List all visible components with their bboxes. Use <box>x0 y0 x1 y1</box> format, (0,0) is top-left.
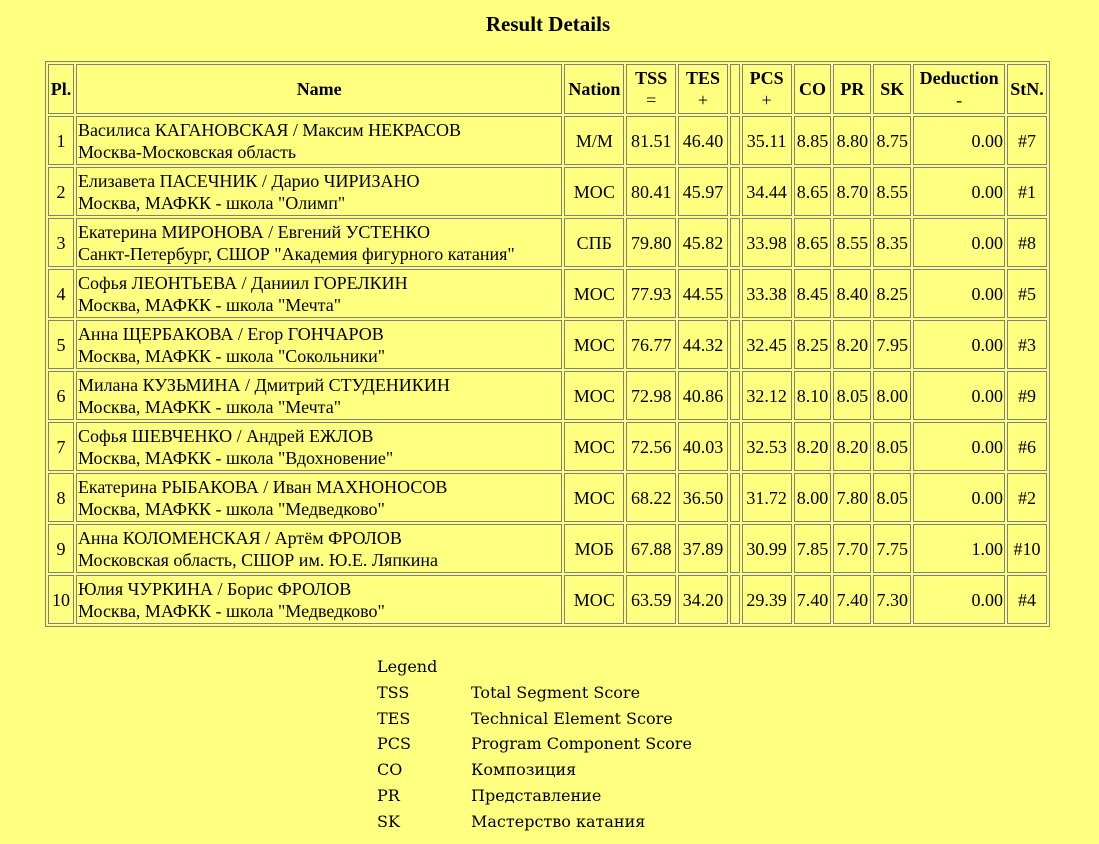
name-cell <box>76 473 562 522</box>
header-tes-label: TES <box>685 68 721 88</box>
club-name: Москва, МАФКК - школа "Вдохновение" <box>77 447 394 468</box>
co-cell: 8.25 <box>794 320 832 369</box>
deduction-cell: 0.00 <box>913 320 1005 369</box>
deduction-cell: 0.00 <box>913 422 1005 471</box>
place-cell: 4 <box>48 269 74 318</box>
tes-cell: 46.40 <box>678 116 728 165</box>
deduction-cell: 0.00 <box>913 269 1005 318</box>
header-pcs <box>742 64 792 114</box>
legend-abbreviation: TES <box>377 708 411 728</box>
legend-description: Мастерство катания <box>471 811 646 831</box>
deduction-cell: 1.00 <box>913 524 1005 573</box>
sk-cell: 8.55 <box>873 167 911 216</box>
start-number-cell: #5 <box>1007 269 1047 318</box>
start-number-cell: #4 <box>1007 575 1047 624</box>
tss-cell: 68.22 <box>626 473 676 522</box>
pcs-cell: 33.98 <box>742 218 792 267</box>
sk-cell: 7.75 <box>873 524 911 573</box>
pair-names: Софья ШЕВЧЕНКО / Андрей ЕЖЛОВ <box>77 425 374 446</box>
start-number-cell: #1 <box>1007 167 1047 216</box>
tes-cell: 44.55 <box>678 269 728 318</box>
place-cell: 8 <box>48 473 74 522</box>
legend <box>377 654 692 835</box>
club-name: Московская область, СШОР им. Ю.Е. Ляпкина <box>77 549 438 570</box>
sk-cell: 7.30 <box>873 575 911 624</box>
table-row <box>48 524 1047 573</box>
pair-names: Анна КОЛОМЕНСКАЯ / Артём ФРОЛОВ <box>77 527 402 548</box>
header-spacer <box>730 64 740 114</box>
place-cell: 2 <box>48 167 74 216</box>
tss-cell: 72.98 <box>626 371 676 420</box>
sk-cell: 8.05 <box>873 422 911 471</box>
co-cell: 7.40 <box>794 575 832 624</box>
place-cell: 6 <box>48 371 74 420</box>
table-row <box>48 575 1047 624</box>
header-deduction <box>913 64 1005 114</box>
start-number-cell: #8 <box>1007 218 1047 267</box>
sk-cell: 8.25 <box>873 269 911 318</box>
pcs-cell: 33.38 <box>742 269 792 318</box>
table-row <box>48 269 1047 318</box>
results-table <box>45 61 1050 627</box>
legend-item <box>377 783 692 809</box>
legend-description: Представление <box>471 785 602 805</box>
nation-cell: МОС <box>564 320 624 369</box>
pcs-cell: 32.53 <box>742 422 792 471</box>
table-row <box>48 116 1047 165</box>
pcs-cell: 34.44 <box>742 167 792 216</box>
legend-item <box>377 731 692 757</box>
sk-cell: 8.75 <box>873 116 911 165</box>
tss-cell: 77.93 <box>626 269 676 318</box>
header-tes <box>678 64 728 114</box>
nation-cell: СПБ <box>564 218 624 267</box>
tss-cell: 80.41 <box>626 167 676 216</box>
tes-cell: 37.89 <box>678 524 728 573</box>
legend-description: Technical Element Score <box>471 708 673 728</box>
header-place: Pl. <box>48 64 74 114</box>
header-sk: SK <box>873 64 911 114</box>
place-cell: 3 <box>48 218 74 267</box>
start-number-cell: #6 <box>1007 422 1047 471</box>
start-number-cell: #9 <box>1007 371 1047 420</box>
legend-description: Total Segment Score <box>471 682 641 702</box>
start-number-cell: #7 <box>1007 116 1047 165</box>
header-tes-operator: + <box>697 90 709 110</box>
nation-cell: МОС <box>564 422 624 471</box>
legend-abbreviation: CO <box>377 760 403 780</box>
results-body <box>48 116 1047 624</box>
pr-cell: 8.40 <box>833 269 871 318</box>
name-cell <box>76 269 562 318</box>
sk-cell: 7.95 <box>873 320 911 369</box>
spacer-cell <box>730 422 740 471</box>
legend-item <box>377 706 692 732</box>
start-number-cell: #3 <box>1007 320 1047 369</box>
header-tss-label: TSS <box>635 68 668 88</box>
spacer-cell <box>730 575 740 624</box>
place-cell: 9 <box>48 524 74 573</box>
spacer-cell <box>730 473 740 522</box>
nation-cell: М/М <box>564 116 624 165</box>
name-cell <box>76 371 562 420</box>
club-name: Москва, МАФКК - школа "Мечта" <box>77 294 342 315</box>
tes-cell: 34.20 <box>678 575 728 624</box>
spacer-cell <box>730 269 740 318</box>
table-row <box>48 371 1047 420</box>
deduction-cell: 0.00 <box>913 473 1005 522</box>
tes-cell: 45.97 <box>678 167 728 216</box>
sk-cell: 8.05 <box>873 473 911 522</box>
pcs-cell: 32.45 <box>742 320 792 369</box>
tss-cell: 76.77 <box>626 320 676 369</box>
legend-items <box>377 680 692 835</box>
co-cell: 8.10 <box>794 371 832 420</box>
deduction-cell: 0.00 <box>913 218 1005 267</box>
nation-cell: МОС <box>564 473 624 522</box>
deduction-cell: 0.00 <box>913 116 1005 165</box>
tss-cell: 81.51 <box>626 116 676 165</box>
tss-cell: 72.56 <box>626 422 676 471</box>
co-cell: 8.65 <box>794 167 832 216</box>
co-cell: 8.20 <box>794 422 832 471</box>
pair-names: Софья ЛЕОНТЬЕВА / Даниил ГОРЕЛКИН <box>77 272 408 293</box>
nation-cell: МОС <box>564 371 624 420</box>
legend-title: Legend <box>377 657 438 676</box>
header-pcs-operator: + <box>761 90 772 110</box>
pair-names: Василиса КАГАНОВСКАЯ / Максим НЕКРАСОВ <box>77 119 461 140</box>
start-number-cell: #2 <box>1007 473 1047 522</box>
pair-names: Екатерина РЫБАКОВА / Иван МАХНОНОСОВ <box>77 476 448 497</box>
nation-cell: МОБ <box>564 524 624 573</box>
pr-cell: 7.40 <box>833 575 871 624</box>
club-name: Москва-Московская область <box>77 141 297 162</box>
legend-abbreviation: PCS <box>377 734 411 754</box>
header-nation <box>564 64 624 114</box>
header-pr: PR <box>833 64 871 114</box>
name-cell <box>76 575 562 624</box>
legend-abbreviation: TSS <box>377 682 410 702</box>
nation-cell: МОС <box>564 167 624 216</box>
header-co: CO <box>794 64 832 114</box>
pcs-cell: 30.99 <box>742 524 792 573</box>
pair-names: Елизавета ПАСЕЧНИК / Дарио ЧИРИЗАНО <box>77 170 420 191</box>
legend-abbreviation: SK <box>377 811 400 831</box>
header-name: Name <box>76 64 562 114</box>
header-tss-operator: = <box>646 90 657 110</box>
legend-description: Композиция <box>471 760 577 780</box>
pr-cell: 8.55 <box>833 218 871 267</box>
header-deduction-label: Deduction <box>919 68 999 88</box>
spacer-cell <box>730 320 740 369</box>
spacer-cell <box>730 116 740 165</box>
name-cell <box>76 116 562 165</box>
pair-names: Юлия ЧУРКИНА / Борис ФРОЛОВ <box>77 578 352 599</box>
co-cell: 8.45 <box>794 269 832 318</box>
legend-item <box>377 680 692 706</box>
tes-cell: 40.86 <box>678 371 728 420</box>
nation-cell: МОС <box>564 269 624 318</box>
co-cell: 8.00 <box>794 473 832 522</box>
nation-cell: МОС <box>564 575 624 624</box>
pcs-cell: 32.12 <box>742 371 792 420</box>
club-name: Москва, МАФКК - школа "Олимп" <box>77 192 346 213</box>
spacer-cell <box>730 524 740 573</box>
pr-cell: 8.20 <box>833 320 871 369</box>
deduction-cell: 0.00 <box>913 575 1005 624</box>
table-row <box>48 320 1047 369</box>
table-row <box>48 422 1047 471</box>
club-name: Москва, МАФКК - школа "Медведково" <box>77 498 385 519</box>
name-cell <box>76 524 562 573</box>
club-name: Москва, МАФКК - школа "Медведково" <box>77 600 385 621</box>
tes-cell: 40.03 <box>678 422 728 471</box>
tss-cell: 67.88 <box>626 524 676 573</box>
pair-names: Анна ЩЕРБАКОВА / Егор ГОНЧАРОВ <box>77 323 384 344</box>
header-row <box>48 64 1047 114</box>
place-cell: 1 <box>48 116 74 165</box>
table-row <box>48 218 1047 267</box>
pcs-cell: 35.11 <box>742 116 792 165</box>
deduction-cell: 0.00 <box>913 371 1005 420</box>
place-cell: 5 <box>48 320 74 369</box>
pr-cell: 8.20 <box>833 422 871 471</box>
header-pcs-label: PCS <box>749 68 784 88</box>
pcs-cell: 29.39 <box>742 575 792 624</box>
place-cell: 10 <box>48 575 74 624</box>
name-cell <box>76 167 562 216</box>
club-name: Москва, МАФКК - школа "Сокольники" <box>77 345 386 366</box>
spacer-cell <box>730 167 740 216</box>
page-title: Result Details <box>485 12 611 36</box>
tes-cell: 45.82 <box>678 218 728 267</box>
legend-abbreviation: PR <box>377 785 400 805</box>
sk-cell: 8.35 <box>873 218 911 267</box>
legend-description: Program Component Score <box>471 734 692 754</box>
header-tss <box>626 64 676 114</box>
tes-cell: 44.32 <box>678 320 728 369</box>
table-row <box>48 473 1047 522</box>
table-row <box>48 167 1047 216</box>
name-cell <box>76 320 562 369</box>
deduction-cell: 0.00 <box>913 167 1005 216</box>
pair-names: Милана КУЗЬМИНА / Дмитрий СТУДЕНИКИН <box>77 374 450 395</box>
tss-cell: 63.59 <box>626 575 676 624</box>
co-cell: 8.85 <box>794 116 832 165</box>
legend-item <box>377 757 692 783</box>
tss-cell: 79.80 <box>626 218 676 267</box>
header-deduction-operator: - <box>956 90 963 110</box>
legend-item <box>377 809 692 835</box>
pr-cell: 8.80 <box>833 116 871 165</box>
tes-cell: 36.50 <box>678 473 728 522</box>
co-cell: 7.85 <box>794 524 832 573</box>
spacer-cell <box>730 218 740 267</box>
pr-cell: 8.05 <box>833 371 871 420</box>
place-cell: 7 <box>48 422 74 471</box>
name-cell <box>76 218 562 267</box>
sk-cell: 8.00 <box>873 371 911 420</box>
pcs-cell: 31.72 <box>742 473 792 522</box>
pr-cell: 8.70 <box>833 167 871 216</box>
pair-names: Екатерина МИРОНОВА / Евгений УСТЕНКО <box>77 221 430 242</box>
co-cell: 8.65 <box>794 218 832 267</box>
name-cell <box>76 422 562 471</box>
pr-cell: 7.80 <box>833 473 871 522</box>
header-nation-label: Nation <box>568 79 621 99</box>
pr-cell: 7.70 <box>833 524 871 573</box>
start-number-cell: #10 <box>1007 524 1047 573</box>
club-name: Санкт-Петербург, СШОР "Академия фигурного катания" <box>77 243 515 264</box>
header-start-number: StN. <box>1007 64 1047 114</box>
club-name: Москва, МАФКК - школа "Мечта" <box>77 396 342 417</box>
spacer-cell <box>730 371 740 420</box>
